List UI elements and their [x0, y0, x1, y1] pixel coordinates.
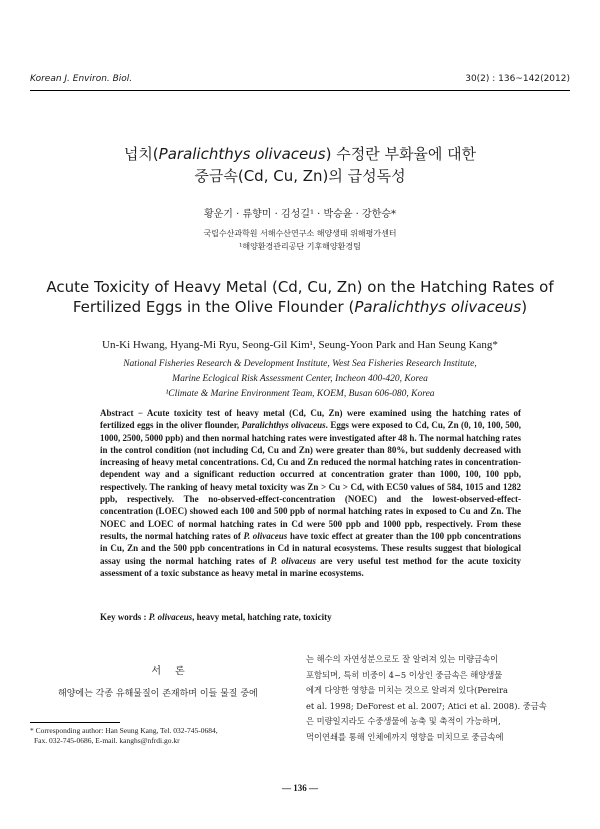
header-rule [30, 90, 570, 91]
korean-affiliation-1: 국립수산과학원 서해수산연구소 해양생태 위해평가센터 [203, 229, 397, 238]
running-header [30, 74, 570, 88]
korean-title-part: 넙치( [123, 145, 159, 163]
english-title-line2 [0, 296, 600, 318]
abstract-species: Paralichthys olivaceus [241, 420, 326, 431]
abstract-text: Abstract − Acute toxicity test of heavy metal (Cd, Cu, Zn) were examined using the hatching rates of fertilized eggs in the oliver flounder, [100, 408, 521, 431]
journal-name: Korean J. Environ. Biol. [30, 74, 133, 84]
footnote-line: * Corresponding author: Han Seung Kang, Tel. 032-745-0684, [30, 726, 218, 735]
english-title-species: Paralichthys olivaceus [354, 298, 522, 316]
abstract-text: . Eggs were exposed to Cd, Cu, Zn (0, 10, 100, 500, 1000, 2500, 5000 ppb) and then normal hatching rates were investigated after 48 h. The normal hatching rates in the control condition (not including Cd, Cu and Zn) were greater than 80%, but suddenly decreased with increasing of heavy metal concentrations. Cd, Cu and Zn reduced the normal hatching rates in concentration-dependent way and a significant reduction occurred at concentration grater than 1000, 100, 100 ppb, respectively. The ranking of heavy metal toxicity was Zn > Cu > Cd, with EC50 values of 584, 1015 and 1282 ppb, respectively. The no-observed-effect-concentration (NOEC) and the lowest-observed-effect-concentration (LOEC) showed each 100 and 500 ppb of normal hatching rates in exposed to Cu and Zn. The NOEC and LOEC of normal hatching rates in Cd were 500 ppb and 1000 ppb, respectively. From these results, the normal hatching rates of [100, 420, 522, 541]
korean-title-part: ) 수정란 부화율에 대한 [325, 145, 477, 163]
intro-left-text: 해양에는 각종 유해물질이 존재하며 이들 물질 중에 [58, 689, 258, 699]
english-title-part: Fertilized Eggs in the Olive Flounder ( [72, 298, 355, 316]
intro-right-column [306, 652, 568, 745]
english-affiliation-1: National Fisheries Research & Development Institute, West Sea Fisheries Research Institute, [123, 359, 477, 369]
keywords-label: Key words : [100, 612, 149, 622]
korean-title-line1 [0, 143, 600, 165]
section-title-introduction: 서론 [151, 666, 199, 677]
keywords-list: , heavy metal, hatching rate, toxicity [192, 612, 332, 622]
keywords [100, 612, 332, 622]
english-title-part: ) [521, 298, 528, 316]
footnote-rule [30, 722, 120, 723]
intro-right-line: 에게 다양한 영향을 미치는 것으로 알려져 있다(Pereira [306, 685, 508, 695]
intro-right-line: et al. 1998; DeForest et al. 2007; Atici et al. 2008). 중금속 [306, 700, 547, 711]
english-title-line1: Acute Toxicity of Heavy Metal (Cd, Cu, Zn) on the Hatching Rates of [46, 278, 554, 296]
abstract-text: are very useful test method for the acute toxicity assessment of a toxic substance as heavy metal in marine ecosystems. [100, 555, 521, 578]
page-number: — 136 — [282, 783, 318, 793]
volume-pages: 30(2) : 136~142(2012) [465, 74, 570, 84]
abstract-text: have toxic effect at greater than the 100 ppb concentrations in Cu, Zn and the 500 ppb concentrations in Cd in natural ecosystems. These results suggest that biological assay using the normal hatching rates of [100, 530, 521, 566]
abstract-species: P. olivaceus [243, 530, 288, 541]
intro-right-line: 먹이연쇄를 통해 인체에까지 영향을 미치므로 중금속에 [306, 731, 504, 742]
intro-right-line: 포함되며, 특히 비중이 4~5 이상인 중금속은 해양생물 [306, 669, 503, 680]
corresponding-author-footnote [30, 726, 218, 746]
abstract [100, 407, 521, 579]
korean-authors: 황운기 · 류향미 · 김성길¹ · 박승윤 · 강한승* [203, 209, 397, 220]
korean-title-line2: 중금속(Cd, Cu, Zn)의 급성독성 [194, 167, 406, 185]
footnote-line: Fax. 032-745-0686, E-mail. kanghs@nfrdi.go.kr [34, 736, 180, 745]
intro-right-line: 는 해수의 자연성분으로도 잘 알려져 있는 미량금속이 [306, 654, 499, 664]
korean-affiliation-2: ¹해양환경관리공단 기후해양환경팀 [239, 242, 361, 251]
keywords-species: P. olivaceus [148, 612, 193, 622]
abstract-species: P. olivaceus [270, 555, 316, 566]
english-affiliation-2: Marine Eclogical Risk Assessment Center, Incheon 400-420, Korea [172, 374, 428, 384]
english-affiliation-3: ¹Climate & Marine Environment Team, KOEM, Busan 606-080, Korea [165, 389, 435, 399]
korean-title-species: Paralichthys olivaceus [158, 145, 326, 163]
intro-right-line: 은 미량일지라도 수중생물에 농축 및 축적이 가능하며, [306, 716, 501, 726]
english-authors: Un-Ki Hwang, Hyang-Mi Ryu, Seong-Gil Kim¹, Seung-Yoon Park and Han Seung Kang* [102, 339, 498, 351]
